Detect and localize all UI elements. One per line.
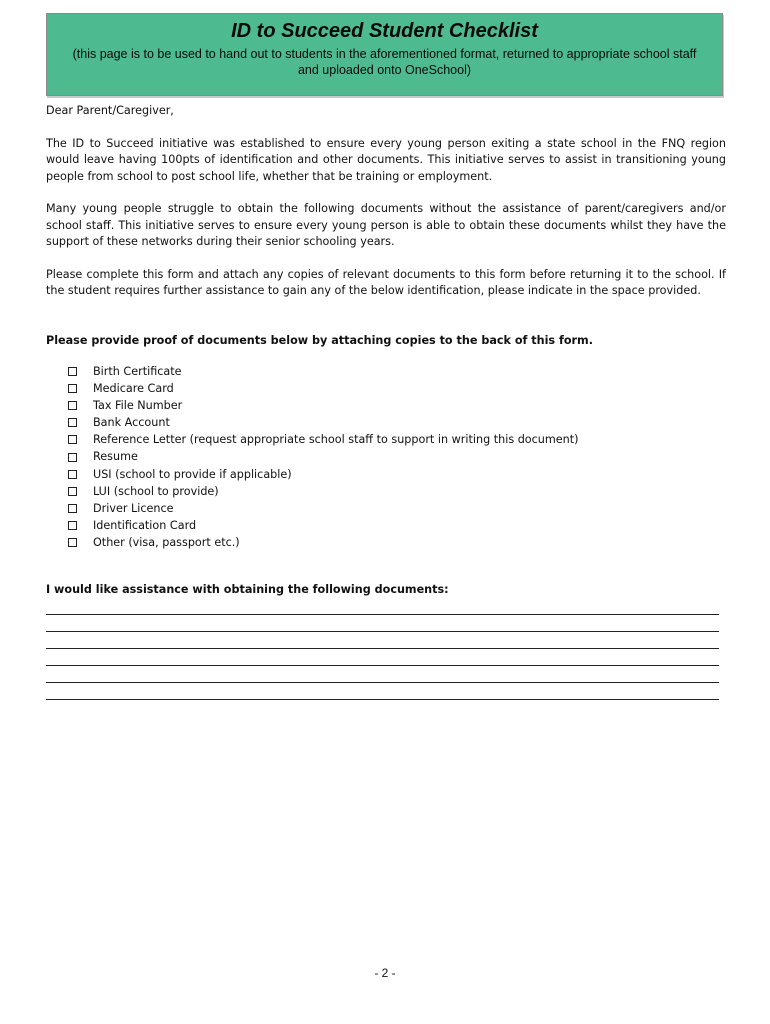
checkbox-driver-licence[interactable] (68, 504, 77, 513)
checkbox-tax-file-number[interactable] (68, 401, 77, 410)
checkbox-reference-letter[interactable] (68, 435, 77, 444)
write-line[interactable] (46, 632, 719, 649)
checklist-item-label: Reference Letter (request appropriate school staff to support in writing this document) (93, 433, 579, 447)
checklist-item-label: Bank Account (93, 416, 170, 430)
write-line[interactable] (46, 598, 719, 615)
checklist-item-label: LUI (school to provide) (93, 484, 219, 498)
checklist-item-label: Birth Certificate (93, 365, 182, 378)
letter-body (46, 103, 726, 700)
letter-paragraph-1: The ID to Succeed initiative was established to ensure every young person exiting a state school in the FNQ region would leave having 100pts of identification and other documents. This initiative serves to assist in transitioning young people from school to post school life, whether that be training or employment. (46, 136, 726, 183)
checkbox-lui[interactable] (68, 487, 77, 496)
letter-paragraph-2: Many young people struggle to obtain the following documents without the assistance of parent/caregivers and/or school staff. This initiative serves to ensure every young person is able to obtain these documents whilst they have the support of these networks during their senior schooling years. (46, 202, 726, 248)
checklist-item (68, 363, 726, 380)
checklist-item-label: USI (school to provide if applicable) (93, 467, 292, 481)
checkbox-resume[interactable] (68, 453, 77, 462)
write-line[interactable] (46, 615, 719, 632)
checklist-item (68, 500, 726, 517)
checklist-item (68, 517, 726, 534)
assistance-heading: I would like assistance with obtaining the following documents: (46, 583, 449, 597)
checkbox-medicare-card[interactable] (68, 384, 77, 393)
checkbox-usi[interactable] (68, 470, 77, 479)
page-number: - 2 - (374, 966, 396, 980)
documents-heading: Please provide proof of documents below by attaching copies to the back of this form. (46, 333, 593, 347)
checklist-item (68, 380, 726, 397)
checklist-item (68, 397, 726, 414)
documents-checklist (68, 363, 726, 551)
letter-greeting: Dear Parent/Caregiver, (46, 104, 174, 117)
checklist-item-label: Identification Card (93, 518, 197, 532)
assistance-write-lines (46, 598, 726, 700)
checklist-item (68, 534, 726, 551)
checklist-item-label: Tax File Number (93, 399, 183, 413)
checkbox-birth-certificate[interactable] (68, 367, 77, 376)
checklist-item-label: Medicare Card (93, 382, 174, 396)
checklist-item (68, 483, 726, 500)
letter-paragraph-3: Please complete this form and attach any copies of relevant documents to this form before returning it to the school. If the student requires further assistance to gain any of the below identification, please indicate in the space provided. (46, 267, 726, 297)
checklist-item (68, 414, 726, 431)
checkbox-other[interactable] (68, 538, 77, 547)
write-line[interactable] (46, 649, 719, 666)
checklist-item-label: Resume (93, 450, 138, 464)
page-subtitle: (this page is to be used to hand out to students in the aforementioned format, returned to appropriate school staff and uploaded onto OneSchool) (72, 47, 697, 77)
write-line[interactable] (46, 683, 719, 700)
checkbox-bank-account[interactable] (68, 418, 77, 427)
page-title: ID to Succeed Student Checklist (231, 20, 538, 42)
checklist-item-label: Driver Licence (93, 501, 174, 515)
checklist-item (68, 448, 726, 465)
checkbox-identification-card[interactable] (68, 521, 77, 530)
checklist-item (68, 431, 726, 448)
header-banner (46, 13, 723, 96)
write-line[interactable] (46, 666, 719, 683)
checklist-item (68, 466, 726, 483)
checklist-item-label: Other (visa, passport etc.) (93, 535, 240, 549)
